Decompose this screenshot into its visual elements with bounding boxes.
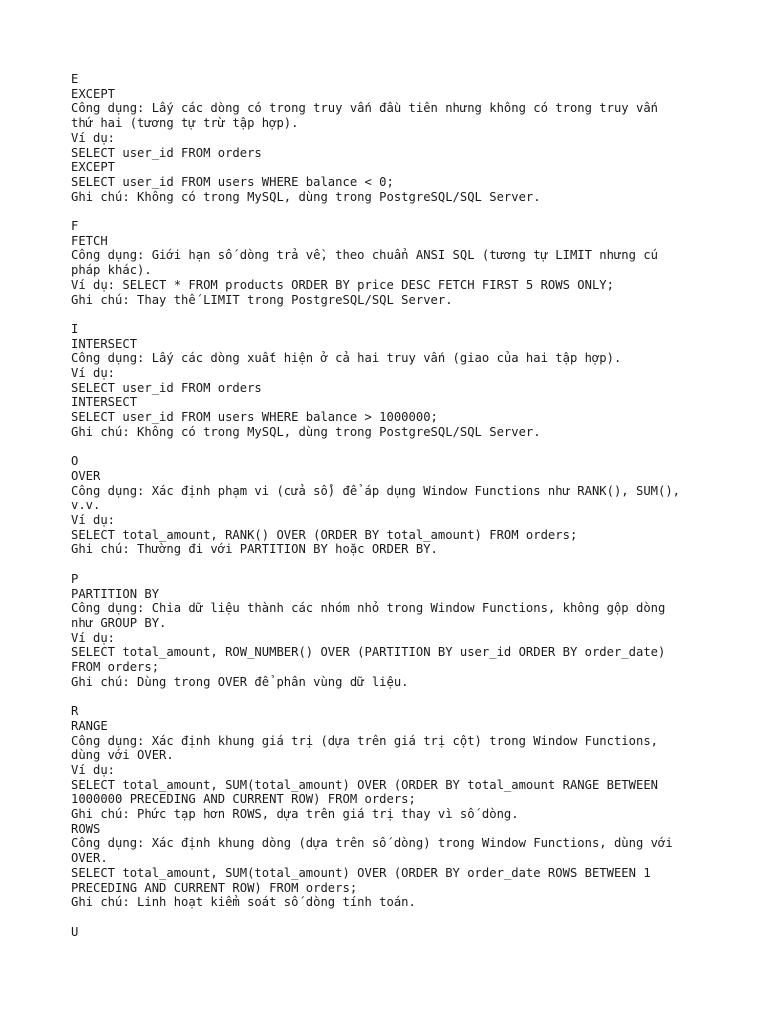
text-line: SELECT user_id FROM orders [71,380,262,395]
text-line: như GROUP BY. [71,615,167,630]
text-line: SELECT total_amount, RANK() OVER (ORDER BY total_amount) FROM orders; [71,527,578,542]
text-line: Ghi chú: Thay thế LIMIT trong PostgreSQL/SQL Server. [71,292,453,307]
text-line: FROM orders; [71,660,160,675]
text-line: pháp khác). [71,263,152,278]
section-letter: E [71,72,79,86]
text-line: OVER [71,468,101,483]
text-line: EXCEPT [71,160,116,175]
text-line: Ví dụ: [71,130,116,145]
text-line: SELECT total_amount, SUM(total_amount) OVER (ORDER BY order_date ROWS BETWEEN 1 [71,865,651,880]
text-line: dùng với OVER. [71,748,174,763]
text-line: Ví dụ: [71,366,116,381]
text-line: Ghi chú: Không có trong MySQL, dùng trong PostgreSQL/SQL Server. [71,424,541,439]
section-letter: O [71,454,79,469]
section-letter: U [71,924,79,939]
section-o [71,454,711,557]
text-line: SELECT total_amount, SUM(total_amount) OVER (ORDER BY total_amount RANGE BETWEEN [71,777,658,792]
text-line: Ghi chú: Phức tạp hơn ROWS, dựa trên giá trị thay vì số dòng. [71,807,519,822]
text-line: SELECT total_amount, ROW_NUMBER() OVER (PARTITION BY user_id ORDER BY order_date) [71,645,666,660]
section-letter: F [71,219,79,234]
section-letter: P [71,571,79,586]
text-line: Ví dụ: SELECT * FROM products ORDER BY price DESC FETCH FIRST 5 ROWS ONLY; [71,277,614,292]
text-line: ROWS [71,821,101,836]
text-line: EXCEPT [71,86,116,101]
text-line: SELECT user_id FROM users WHERE balance > 1000000; [71,410,438,425]
text-line: INTERSECT [71,395,138,410]
section-letter: I [71,321,79,336]
text-line: Ghi chú: Không có trong MySQL, dùng trong PostgreSQL/SQL Server. [71,189,541,204]
text-line: Ví dụ: [71,630,116,645]
text-line: Ví dụ: [71,513,116,528]
text-line: Ghi chú: Linh hoạt kiểm soát số dòng tính toán. [71,895,416,910]
text-line: Công dụng: Lấy các dòng có trong truy vấn đầu tiên nhưng không có trong truy vấn [71,101,658,116]
text-line: SELECT user_id FROM users WHERE balance < 0; [71,174,394,189]
text-line: INTERSECT [71,336,138,351]
text-line: Công dụng: Giới hạn số dòng trả về, theo chuẩn ANSI SQL (tương tự LIMIT nhưng cú [71,248,658,263]
text-line: Công dụng: Chia dữ liệu thành các nhóm nhỏ trong Window Functions, không gộp dòng [71,601,666,616]
text-line: PARTITION BY [71,586,160,601]
text-line: FETCH [71,233,108,248]
text-line: Ghi chú: Thường đi với PARTITION BY hoặc ORDER BY. [71,542,438,557]
section-u [71,925,711,940]
text-line: PRECEDING AND CURRENT ROW) FROM orders; [71,880,358,895]
section-f [71,219,711,307]
text-line: RANGE [71,718,108,733]
text-line: OVER. [71,851,108,866]
section-letter: R [71,704,79,719]
section-p [71,572,711,690]
text-line: Ví dụ: [71,762,116,777]
text-line: Ghi chú: Dùng trong OVER để phân vùng dữ liệu. [71,674,409,689]
text-line: 1000000 PRECEDING AND CURRENT ROW) FROM orders; [71,792,416,807]
section-i [71,322,711,440]
document-page [71,72,711,954]
section-r [71,704,711,910]
text-line: Công dụng: Xác định phạm vi (cửa sổ) để áp dụng Window Functions như RANK(), SUM(), [71,483,681,498]
section-e [71,72,711,204]
text-line: thứ hai (tương tự trừ tập hợp). [71,116,299,131]
text-line: Công dụng: Xác định khung dòng (dựa trên số dòng) trong Window Functions, dùng với [71,836,673,851]
text-line: v.v. [71,498,101,513]
text-line: SELECT user_id FROM orders [71,145,262,160]
text-line: Công dụng: Lấy các dòng xuất hiện ở cả hai truy vấn (giao của hai tập hợp). [71,351,622,366]
text-line: Công dụng: Xác định khung giá trị (dựa trên giá trị cột) trong Window Functions, [71,733,658,748]
